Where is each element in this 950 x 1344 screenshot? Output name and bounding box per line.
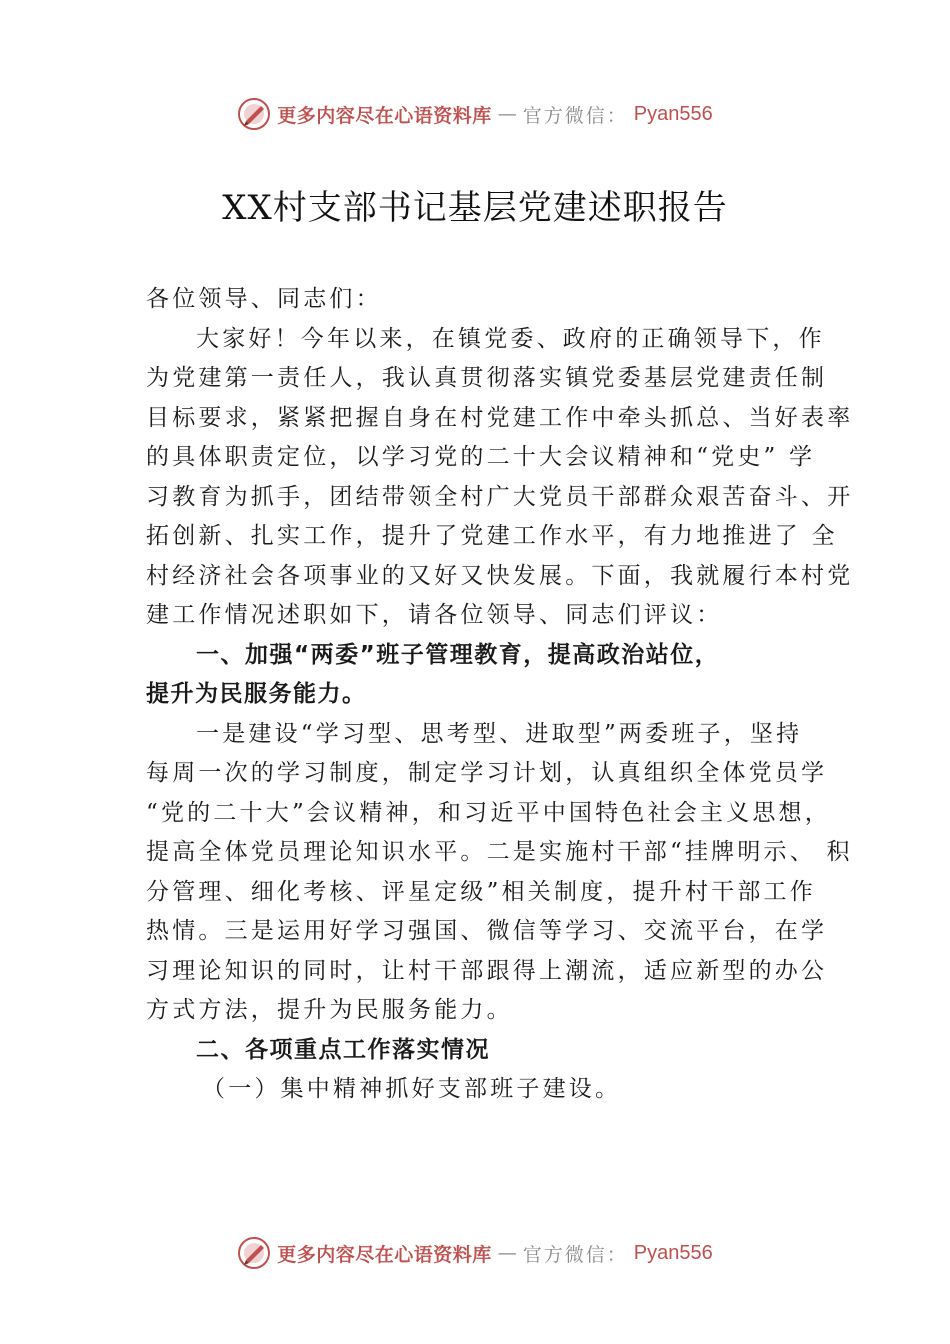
paragraph-line: 每周一次的学习制度，制定学习计划，认真组织全体党员学 (146, 760, 828, 786)
paragraph-line: 热情。三是运用好学习强国、微信等学习、交流平台，在学 (146, 918, 828, 944)
section-heading-2: 二、各项重点工作落实情况 (196, 1036, 490, 1063)
intro-line: 目标要求，紧紧把握自身在村党建工作中牵头抓总、当好表率 (146, 404, 854, 431)
subsection-heading: （一）集中精神抓好支部班子建设。 (202, 1076, 622, 1102)
intro-line: 为党建第一责任人，我认真贯彻落实镇党委基层党建责任制 (146, 365, 828, 391)
brand-text: 更多内容尽在心语资料库 (277, 1243, 492, 1266)
paragraph-line: 提高全体党员理论知识水平。二是实施村干部“挂牌明示、 积 (146, 839, 853, 865)
wechat-id: Pyan556 (633, 102, 713, 125)
paragraph-line: 方式方法，提升为民服务能力。 (146, 997, 513, 1023)
intro-line: 大家好！今年以来，在镇党委、政府的正确领导下，作 (196, 325, 825, 352)
header-watermark (0, 94, 950, 134)
section-heading-1-cont: 提升为民服务能力。 (146, 681, 367, 707)
paragraph-line: “党的二十大”会议精神，和习近平中国特色社会主义思想， (146, 799, 831, 826)
brand-text: 更多内容尽在心语资料库 (277, 104, 492, 127)
salutation: 各位领导、同志们： (146, 286, 382, 312)
paragraph-line: 习理论知识的同时，让村干部跟得上潮流，适应新型的办公 (146, 957, 828, 984)
intro-line: 习教育为抓手，团结带领全村广大党员干部群众艰苦奋斗、开 (146, 483, 854, 510)
intro-line: 建工作情况述职如下，请各位领导、同志们评议： (146, 602, 723, 628)
paragraph-line: 一是建设“学习型、思考型、进取型”两委班子，坚持 (196, 720, 803, 747)
wechat-label: 官方微信： (522, 1243, 628, 1266)
logo-icon (237, 1236, 271, 1270)
document-body (146, 280, 854, 1110)
intro-line: 的具体职责定位，以学习党的二十大会议精神和“党史” 学 (146, 444, 816, 470)
wechat-label: 官方微信： (522, 104, 628, 127)
intro-line: 拓创新、扎实工作，提升了党建工作水平，有力地推进了 全 (146, 523, 838, 549)
separator-dash: — (497, 1242, 517, 1264)
footer-watermark (0, 1233, 950, 1273)
separator-dash: — (497, 103, 517, 125)
section-heading-1: 一、加强“两委”班子管理教育，提高政治站位， (196, 641, 720, 668)
paragraph-line: 分管理、细化考核、评星定级”相关制度，提升村干部工作 (146, 878, 816, 905)
intro-line: 村经济社会各项事业的又好又快发展。下面，我就履行本村党 (146, 562, 854, 589)
wechat-id: Pyan556 (633, 1241, 713, 1264)
logo-icon (237, 97, 271, 131)
document-title: XX村支部书记基层党建述职报告 (222, 188, 728, 228)
